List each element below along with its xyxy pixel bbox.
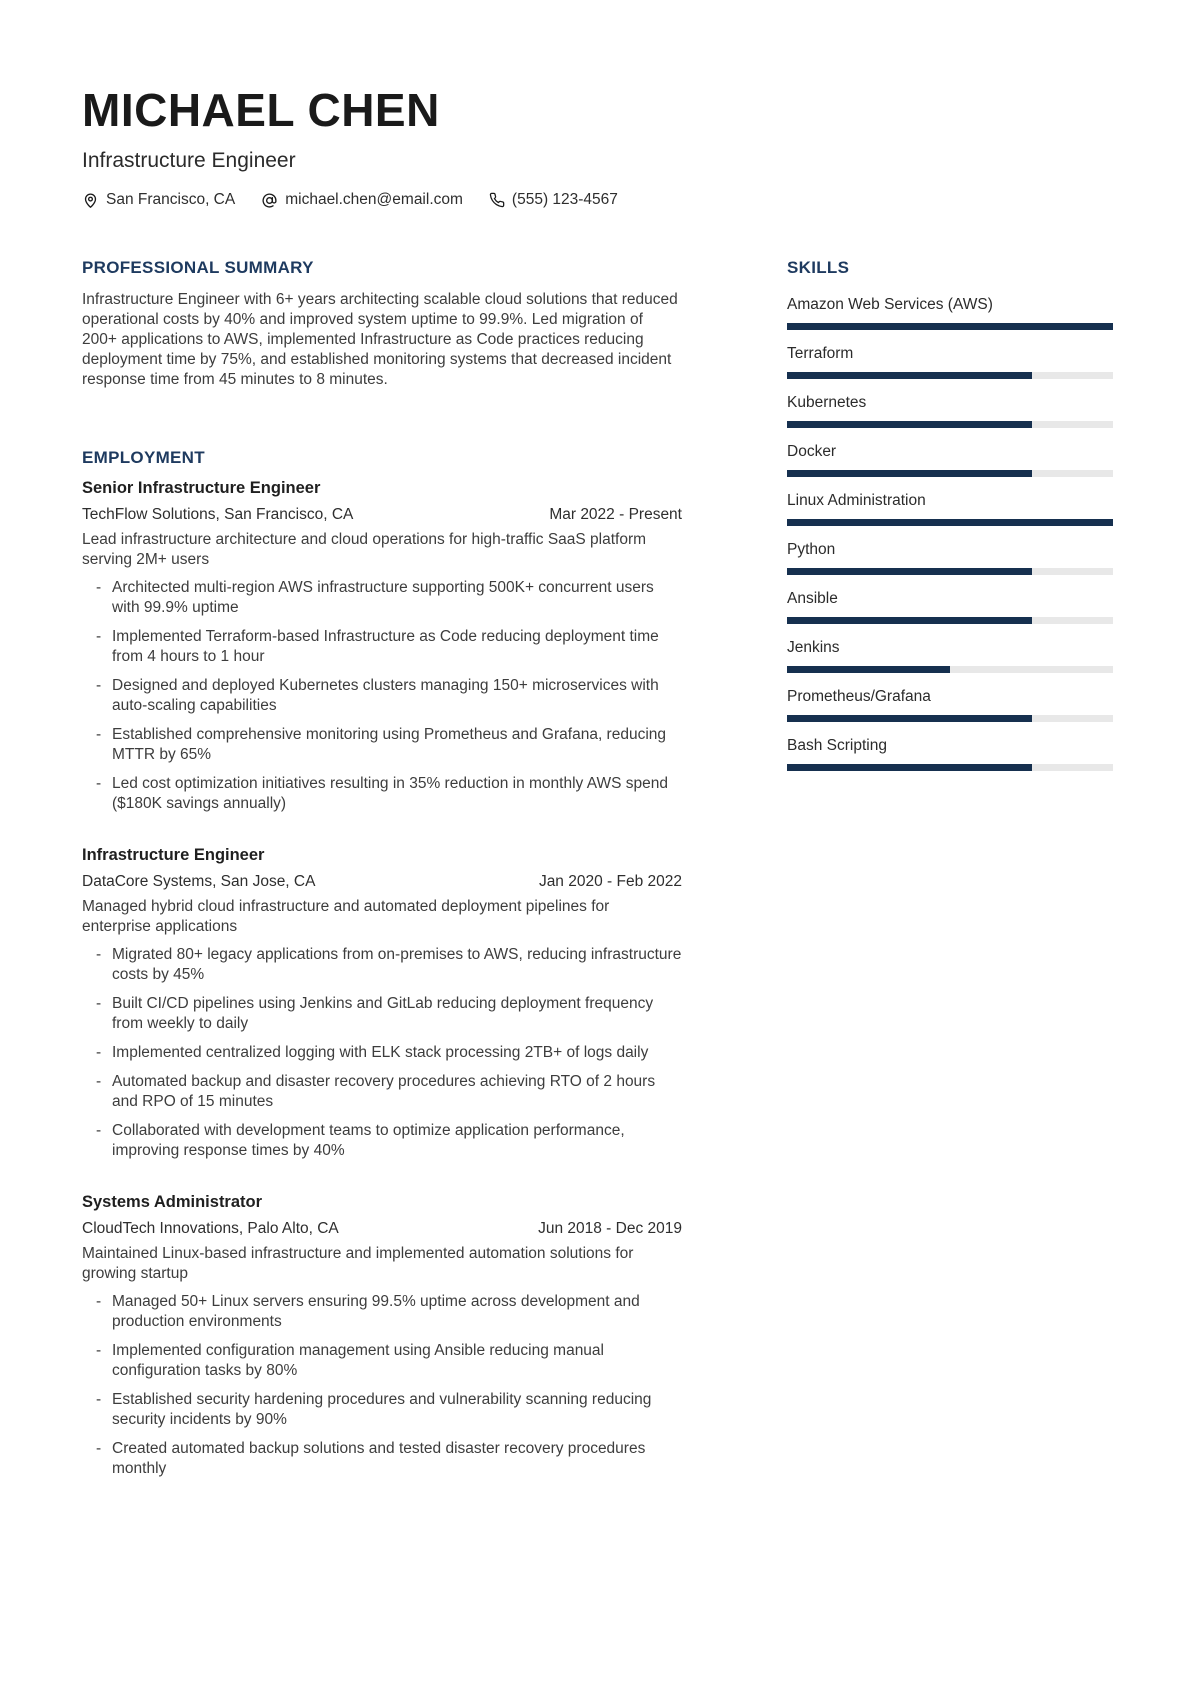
- bullet-dash: -: [96, 995, 102, 1013]
- bullet-dash: -: [96, 775, 102, 793]
- bullet-text: Architected multi-region AWS infrastructure supporting 500K+ concurrent users with 99.9% uptime: [112, 579, 654, 617]
- skill-item: [787, 296, 1113, 330]
- location-pin-icon: [82, 192, 99, 209]
- skill-bar: [787, 666, 1113, 673]
- bullet-dash: -: [96, 726, 102, 744]
- job-bullet: [82, 676, 682, 716]
- bullet-text: Collaborated with development teams to optimize application performance, improving response times by 40%: [112, 1122, 625, 1160]
- skill-bar: [787, 323, 1113, 330]
- job-dates: Jan 2020 - Feb 2022: [538, 873, 682, 891]
- contact-phone: [489, 191, 618, 209]
- bullet-dash: -: [96, 579, 102, 597]
- skill-item: [787, 345, 1113, 379]
- skill-name: Linux Administration: [787, 492, 926, 510]
- job-entry: [82, 1193, 682, 1479]
- skill-bar-fill: [787, 568, 1032, 575]
- skill-bar-fill: [787, 421, 1032, 428]
- job-bullet: [82, 725, 682, 765]
- bullet-text: Built CI/CD pipelines using Jenkins and GitLab reducing deployment frequency from weekly to daily: [112, 995, 654, 1033]
- skill-item: [787, 492, 1113, 526]
- job-title: Senior Infrastructure Engineer: [82, 479, 321, 498]
- skill-bar: [787, 764, 1113, 771]
- job-bullet: [82, 1072, 682, 1112]
- bullet-dash: -: [96, 1391, 102, 1409]
- bullet-dash: -: [96, 628, 102, 646]
- job-description: Lead infrastructure architecture and cloud operations for high-traffic SaaS platform serving 2M+ users: [82, 531, 647, 569]
- skill-item: [787, 590, 1113, 624]
- job-bullet: [82, 1341, 682, 1381]
- employment-heading: EMPLOYMENT: [82, 448, 205, 468]
- bullet-dash: -: [96, 1440, 102, 1458]
- skill-name: Terraform: [787, 345, 854, 363]
- skills-list: [787, 296, 1113, 771]
- skill-name: Python: [787, 541, 836, 559]
- skill-item: [787, 688, 1113, 722]
- skill-name: Docker: [787, 443, 837, 461]
- main-column: [82, 258, 682, 1511]
- job-title: Infrastructure Engineer: [82, 846, 265, 865]
- bullet-dash: -: [96, 1073, 102, 1091]
- skill-bar: [787, 715, 1113, 722]
- job-entry: [82, 479, 682, 814]
- skill-bar-fill: [787, 617, 1032, 624]
- skill-item: [787, 394, 1113, 428]
- bullet-dash: -: [96, 677, 102, 695]
- skill-bar-fill: [787, 666, 950, 673]
- skill-name: Kubernetes: [787, 394, 867, 412]
- job-bullet: [82, 627, 682, 667]
- job-dates: Mar 2022 - Present: [549, 506, 682, 524]
- bullet-dash: -: [96, 1122, 102, 1140]
- job-description: Managed hybrid cloud infrastructure and automated deployment pipelines for enterprise applications: [82, 898, 610, 936]
- skills-sidebar: [787, 258, 1113, 1511]
- skill-bar: [787, 372, 1113, 379]
- job-bullet: [82, 945, 682, 985]
- skill-name: Bash Scripting: [787, 737, 887, 755]
- skill-bar: [787, 519, 1113, 526]
- skill-bar-fill: [787, 470, 1032, 477]
- skill-bar-fill: [787, 519, 1113, 526]
- job-dates: Jun 2018 - Dec 2019: [538, 1220, 682, 1238]
- job-bullets: [82, 1292, 682, 1479]
- job-company: CloudTech Innovations, Palo Alto, CA: [82, 1220, 339, 1238]
- skill-bar: [787, 470, 1113, 477]
- job-bullet: [82, 1121, 682, 1161]
- job-bullet: [82, 774, 682, 814]
- skill-bar-fill: [787, 372, 1032, 379]
- job-meta: [82, 873, 682, 891]
- job-bullet: [82, 1043, 682, 1063]
- bullet-text: Managed 50+ Linux servers ensuring 99.5% uptime across development and production environments: [112, 1293, 640, 1331]
- bullet-text: Implemented centralized logging with ELK stack processing 2TB+ of logs daily: [112, 1044, 649, 1062]
- skill-bar: [787, 421, 1113, 428]
- contact-email: [261, 191, 463, 209]
- person-name: MICHAEL CHEN: [82, 84, 440, 136]
- skill-bar-fill: [787, 323, 1113, 330]
- skill-item: [787, 639, 1113, 673]
- skill-item: [787, 541, 1113, 575]
- phone-icon: [489, 192, 505, 208]
- skill-bar-fill: [787, 764, 1032, 771]
- contact-row: [82, 191, 1113, 209]
- job-bullet: [82, 578, 682, 618]
- skill-item: [787, 443, 1113, 477]
- job-bullet: [82, 1439, 682, 1479]
- contact-phone-text: (555) 123-4567: [511, 191, 618, 209]
- bullet-text: Created automated backup solutions and tested disaster recovery procedures monthly: [112, 1440, 646, 1478]
- bullet-text: Migrated 80+ legacy applications from on-premises to AWS, reducing infrastructure costs by 45%: [112, 946, 682, 984]
- bullet-text: Led cost optimization initiatives resulting in 35% reduction in monthly AWS spend ($180K savings annually): [112, 775, 668, 813]
- person-job-title: Infrastructure Engineer: [82, 149, 296, 173]
- job-title: Systems Administrator: [82, 1193, 263, 1212]
- employment-section: [82, 448, 682, 1479]
- bullet-dash: -: [96, 946, 102, 964]
- contact-email-text: michael.chen@email.com: [285, 191, 463, 209]
- bullet-text: Established comprehensive monitoring using Prometheus and Grafana, reducing MTTR by 65%: [112, 726, 667, 764]
- job-bullet: [82, 994, 682, 1034]
- bullet-text: Automated backup and disaster recovery procedures achieving RTO of 2 hours and RPO of 15 minutes: [112, 1073, 656, 1111]
- job-company: TechFlow Solutions, San Francisco, CA: [82, 506, 354, 524]
- job-description: Maintained Linux-based infrastructure and implemented automation solutions for growing startup: [82, 1245, 634, 1283]
- content-columns: [82, 258, 1113, 1511]
- job-bullets: [82, 578, 682, 814]
- bullet-dash: -: [96, 1342, 102, 1360]
- skill-name: Ansible: [787, 590, 838, 608]
- skill-bar: [787, 617, 1113, 624]
- contact-location-text: San Francisco, CA: [106, 191, 236, 209]
- skill-name: Prometheus/Grafana: [787, 688, 931, 706]
- bullet-text: Implemented configuration management using Ansible reducing manual configuration tasks by 80%: [112, 1342, 604, 1380]
- job-meta: [82, 1220, 682, 1238]
- job-entry: [82, 846, 682, 1161]
- skill-name: Jenkins: [787, 639, 840, 657]
- jobs-list: [82, 479, 682, 1479]
- bullet-text: Established security hardening procedures and vulnerability scanning reducing security incidents by 90%: [112, 1391, 652, 1429]
- skill-bar: [787, 568, 1113, 575]
- skill-bar-fill: [787, 715, 1032, 722]
- at-sign-icon: [261, 192, 278, 209]
- skill-name: Amazon Web Services (AWS): [787, 296, 993, 314]
- job-bullet: [82, 1292, 682, 1332]
- summary-heading: PROFESSIONAL SUMMARY: [82, 258, 314, 278]
- summary-text: Infrastructure Engineer with 6+ years architecting scalable cloud solutions that reduced operational costs by 40% and improved system uptime to 99.9%. Led migration of 200+ applications to AWS, implemented Infrastructure as Code practices reducing deployment time by 75%, and established monitoring systems that decreased incident response time from 45 minutes to 8 minutes.: [82, 291, 678, 389]
- job-company: DataCore Systems, San Jose, CA: [82, 873, 316, 891]
- summary-section: [82, 258, 682, 390]
- bullet-text: Implemented Terraform-based Infrastructure as Code reducing deployment time from 4 hours to 1 hour: [112, 628, 659, 666]
- bullet-text: Designed and deployed Kubernetes clusters managing 150+ microservices with auto-scaling capabilities: [112, 677, 659, 715]
- skills-heading: SKILLS: [787, 258, 850, 278]
- job-bullets: [82, 945, 682, 1161]
- resume-header: [82, 86, 1113, 209]
- job-bullet: [82, 1390, 682, 1430]
- job-meta: [82, 506, 682, 524]
- skill-item: [787, 737, 1113, 771]
- bullet-dash: -: [96, 1293, 102, 1311]
- contact-location: [82, 191, 235, 209]
- bullet-dash: -: [96, 1044, 102, 1062]
